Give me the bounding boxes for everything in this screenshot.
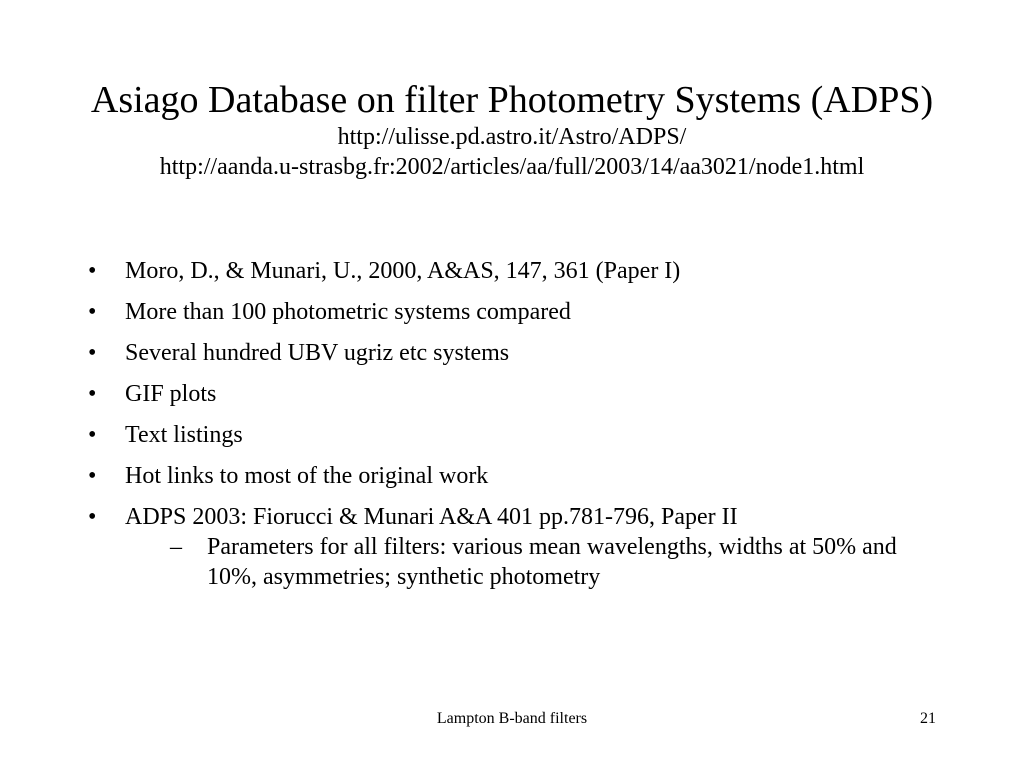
bullet-marker: • [88,381,97,407]
bullet-item [88,256,968,286]
bullet-item [88,379,968,409]
bullet-text: More than 100 photometric systems compared [125,299,571,325]
bullet-text: GIF plots [125,381,217,407]
sub-bullet-marker: – [170,534,182,560]
bullet-marker: • [88,258,97,284]
footer-title: Lampton B-band filters [436,710,588,727]
bullet-marker: • [88,340,97,366]
bullet-marker: • [88,504,97,530]
bullet-item [88,338,968,368]
aanda-url: http://aanda.u-strasbg.fr:2002/articles/aa/full/2003/14/aa3021/node1.html [159,154,865,180]
page-number: 21 [920,710,936,727]
sub-bullet-text: Parameters for all filters: various mean wavelengths, widths at 50% and 10%, asymmetries; synthetic photometry [207,534,897,590]
bullet-item [88,502,968,592]
adps-url: http://ulisse.pd.astro.it/Astro/ADPS/ [337,124,687,150]
title-block [0,78,1024,182]
slide-title: Asiago Database on filter Photometry Systems (ADPS) [90,79,934,121]
sub-bullet-item [170,532,927,592]
bullet-text: Hot links to most of the original work [125,463,489,489]
bullet-item [88,420,968,450]
sub-bullet-list [125,532,968,592]
bullet-text: ADPS 2003: Fiorucci & Munari A&A 401 pp.781-796, Paper II [125,504,738,530]
bullet-marker: • [88,299,97,325]
bullet-marker: • [88,422,97,448]
bullet-item [88,297,968,327]
bullet-text: Several hundred UBV ugriz etc systems [125,340,510,366]
bullet-list [88,256,968,603]
bullet-text: Moro, D., & Munari, U., 2000, A&AS, 147, 361 (Paper I) [125,258,681,284]
bullet-marker: • [88,463,97,489]
bullet-item [88,461,968,491]
bullet-text: Text listings [125,422,243,448]
